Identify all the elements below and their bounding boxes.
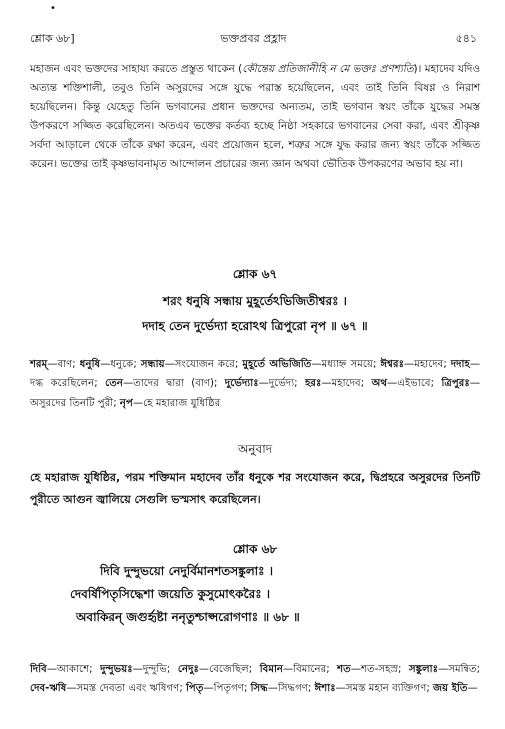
synonym-entry — [30, 664, 89, 675]
synonym-term: দিবি — [30, 664, 47, 675]
synonym-term: ত্রিপুরঃ — [441, 378, 470, 390]
purport-quote: কৌন্তেয় প্রতিজানীহি ন মে ভক্তঃ প্রণশ্যতি — [242, 63, 414, 75]
synonym-entry — [260, 664, 326, 675]
synonym-entry — [242, 359, 373, 370]
synonym-entry — [80, 359, 134, 370]
synonym-entry — [337, 664, 398, 675]
synonym-entry — [105, 378, 214, 389]
synonym-entry — [120, 398, 220, 409]
translation-title: অনুবাদ — [237, 442, 273, 456]
synonym-term: সন্ধায় — [140, 359, 165, 370]
synonym-term: দদাহ — [450, 359, 470, 370]
synonym-term: অথ — [371, 378, 388, 390]
synonym-meaning: —দুন্দুভি — [132, 664, 167, 675]
synonym-entry — [372, 378, 431, 389]
translation-text: হে মহারাজ যুধিষ্ঠির, পরম শক্তিমান মহাদেব তাঁর ধনুকে শর সংযোজন করে, দ্বিপ্রহরে অসুরদের তিনটি পুরীতে আগুন জ্বালিয়ে সেগুলি ভস্মসাৎ করেছিলেন। — [30, 471, 480, 506]
verse-67-line: শরং ধনুষি সন্ধায় মুহূর্তেঽভিজিতীশ্বরঃ । — [163, 294, 347, 308]
synonym-meaning: —ধনুকে — [100, 359, 134, 370]
synonym-meaning: —অসুরদের তিনটি পুরী — [30, 378, 481, 409]
synonym-term: মুহূর্তে অভিজিতি — [242, 359, 312, 370]
synonym-entry — [225, 378, 294, 389]
verse-67 — [30, 289, 480, 339]
synonym-meaning: —বাণ — [47, 359, 73, 370]
synonym-meaning: —আকাশে — [46, 664, 90, 675]
synonym-meaning: —বেজেছিল — [198, 664, 249, 675]
synonym-entry — [141, 359, 235, 370]
synonym-entry — [381, 359, 444, 370]
purport-paragraph — [30, 60, 480, 175]
synonym-meaning: —দুর্ভেদ্য — [258, 378, 295, 390]
synonym-meaning: —বিমানের — [283, 664, 327, 675]
synonym-entry — [178, 664, 249, 675]
synonym-term: তেন — [105, 378, 123, 390]
synonym-entry — [30, 683, 179, 694]
purport-text-rest: )। মহাদেব যদিও অত্যন্ত শক্তিশালী, তবুও তিনি অসুরদের সঙ্গে যুদ্ধে পরাস্ত হয়েছিলেন, এবং তাই তিনি বিষণ্ণ ও নিরাশ হয়েছিলেন। কিন্তু যেহেতু তিনি ভগবানের প্রধান ভক্তদের অন্যতম, তাই ভগবান স্বয়ং তাঁকে যুদ্ধের সমস্ত উপকরণে সজ্জিত করেছিলেন। অতএব ভক্তের কর্তব্য হচ্ছে নিষ্ঠা সহকারে ভগবানের সেবা করা, এবং শ্রীকৃষ্ণ সর্বদা আড়ালে থেকে তাঁকে রক্ষা করেন, এবং প্রয়োজন হলে, শত্রুর সঙ্গে যুদ্ধ করার জন্য স্বয়ং তাঁকে সজ্জিত করেন। ভক্তের তাই কৃষ্ণভাবনামৃত আন্দোলন প্রচারের জন্য জ্ঞান অথবা ভৌতিক উপকরণের অভাব হয় না। — [30, 63, 480, 171]
synonym-meaning: —মধ্যাহ্ন সময়ে — [311, 359, 374, 370]
synonym-term: শরম্ — [30, 359, 48, 370]
synonym-meaning: —পিতৃগণ — [203, 683, 244, 695]
synonym-meaning: —হে মহারাজ যুধিষ্ঠির — [132, 397, 221, 409]
synonym-term: ঈশাঃ — [314, 683, 336, 695]
verse-68-line: দেবর্ষিপিতৃসিদ্ধেশা জয়েতি কুসুমোৎকরৈঃ । — [70, 587, 271, 601]
synonym-meaning: —শত-সহস্র — [350, 664, 398, 675]
verse-68-title: শ্লোক ৬৮ — [232, 542, 278, 556]
synonym-term: পিতৃ — [185, 683, 204, 695]
synonym-term: সঙ্কুলাঃ — [408, 664, 439, 675]
synonym-term: নেদুঃ — [177, 664, 199, 675]
synonym-term: দেব-ঋষি — [30, 683, 67, 695]
synonym-term: দুর্ভেদ্যাঃ — [224, 378, 259, 390]
synonym-meaning: —সমস্ত দেবতা এবং ঋষিগণ — [66, 683, 180, 695]
synonym-meaning: —মহাদেব — [404, 359, 444, 370]
synonym-term: হরঃ — [305, 378, 322, 390]
synonym-meaning: —সিদ্ধগণ — [267, 683, 308, 695]
synonym-entry — [186, 683, 244, 694]
synonym-term: সিদ্ধ — [250, 683, 268, 695]
page-header — [30, 30, 477, 48]
synonym-term: ধনুষি — [79, 359, 101, 370]
synonym-entry — [251, 683, 308, 694]
synonym-meaning: —সমস্ত মহান ব্যক্তিগণ — [335, 683, 427, 695]
synonym-meaning: —তাদের দ্বারা (বাণ) — [122, 378, 215, 390]
page-mark: • — [50, 3, 56, 14]
header-page-number: ৫৪১ — [455, 32, 477, 45]
synonyms-67: শরম্—বাণ; ধনুষি—ধনুকে; সন্ধায়—সংযোজন করে; মুহূর্তে অভিজিতি—মধ্যাহ্ন সময়ে; ঈশ্বরঃ—মহাদেব; দদাহ—দগ্ধ করেছিলেন; তেন—তাদের দ্বারা (বাণ); দুর্ভেদ্যাঃ—দুর্ভেদ্য; হরঃ—মহাদেব; অথ—এইভাবে; ত্রিপুরঃ—অসুরদের তিনটি পুরী; নৃপ—হে মহারাজ যুধিষ্ঠির — [30, 359, 481, 409]
verse-67-title: শ্লোক ৬৭ — [232, 267, 278, 281]
synonym-meaning: — — [467, 683, 478, 695]
synonyms-68: দিবি—আকাশে; দুন্দুভয়ঃ—দুন্দুভি; নেদুঃ—বেজেছিল; বিমান—বিমানের; শত—শত-সহস্র; সঙ্কুলাঃ—সমন্বিত; দেব-ঋষি—সমস্ত দেবতা এবং ঋষিগণ; পিতৃ—পিতৃগণ; সিদ্ধ—সিদ্ধগণ; ঈশাঃ—সমস্ত মহান ব্যক্তিগণ; জয় ইতি— — [30, 664, 481, 695]
purport-text-start: মহাজন এবং ভক্তদের সাহায্য করতে প্রস্তুত থাকেন ( — [30, 63, 243, 75]
synonym-meaning: —সমন্বিত — [438, 664, 477, 675]
synonym-entry — [433, 683, 478, 694]
synonym-entry — [409, 664, 477, 675]
verse-67-line: দদাহ তেন দুর্ভেদ্যা হরোঽথ ত্রিপুরো নৃপ ॥ ৬৭ ॥ — [142, 319, 368, 333]
synonym-meaning: —সংযোজন করে — [164, 359, 235, 370]
synonym-term: বিমান — [259, 664, 284, 675]
header-chapter-title: ভক্তপ্রবর প্রহ্লাদ — [220, 32, 287, 45]
synonym-entry — [100, 664, 167, 675]
synonym-term: শত — [337, 664, 351, 675]
synonym-term: দুন্দুভয়ঃ — [100, 664, 133, 675]
synonym-term: ঈশ্বরঃ — [380, 359, 405, 370]
synonym-term: জয় ইতি — [433, 683, 468, 695]
header-verse-ref: শ্লোক ৬৮] — [30, 32, 75, 45]
synonym-meaning: —দগ্ধ করেছিলেন — [30, 359, 481, 390]
synonym-meaning: —মহাদেব — [321, 378, 361, 390]
verse-68-line: অবাকিরন্ জগুর্হৃষ্টা ননৃতুশ্চাপ্সরোগণাঃ ॥ ৬৮ ॥ — [76, 610, 300, 624]
synonym-meaning: —এইভাবে — [387, 378, 431, 390]
synonym-term: নৃপ — [119, 397, 133, 409]
synonym-entry — [305, 378, 361, 389]
verse-68 — [70, 560, 490, 629]
synonym-entry — [30, 359, 72, 370]
verse-68-line: দিবি দুন্দুভয়ো নেদুর্বিমানশতসঙ্কুলাঃ । — [100, 564, 274, 578]
synonym-entry — [315, 683, 427, 694]
